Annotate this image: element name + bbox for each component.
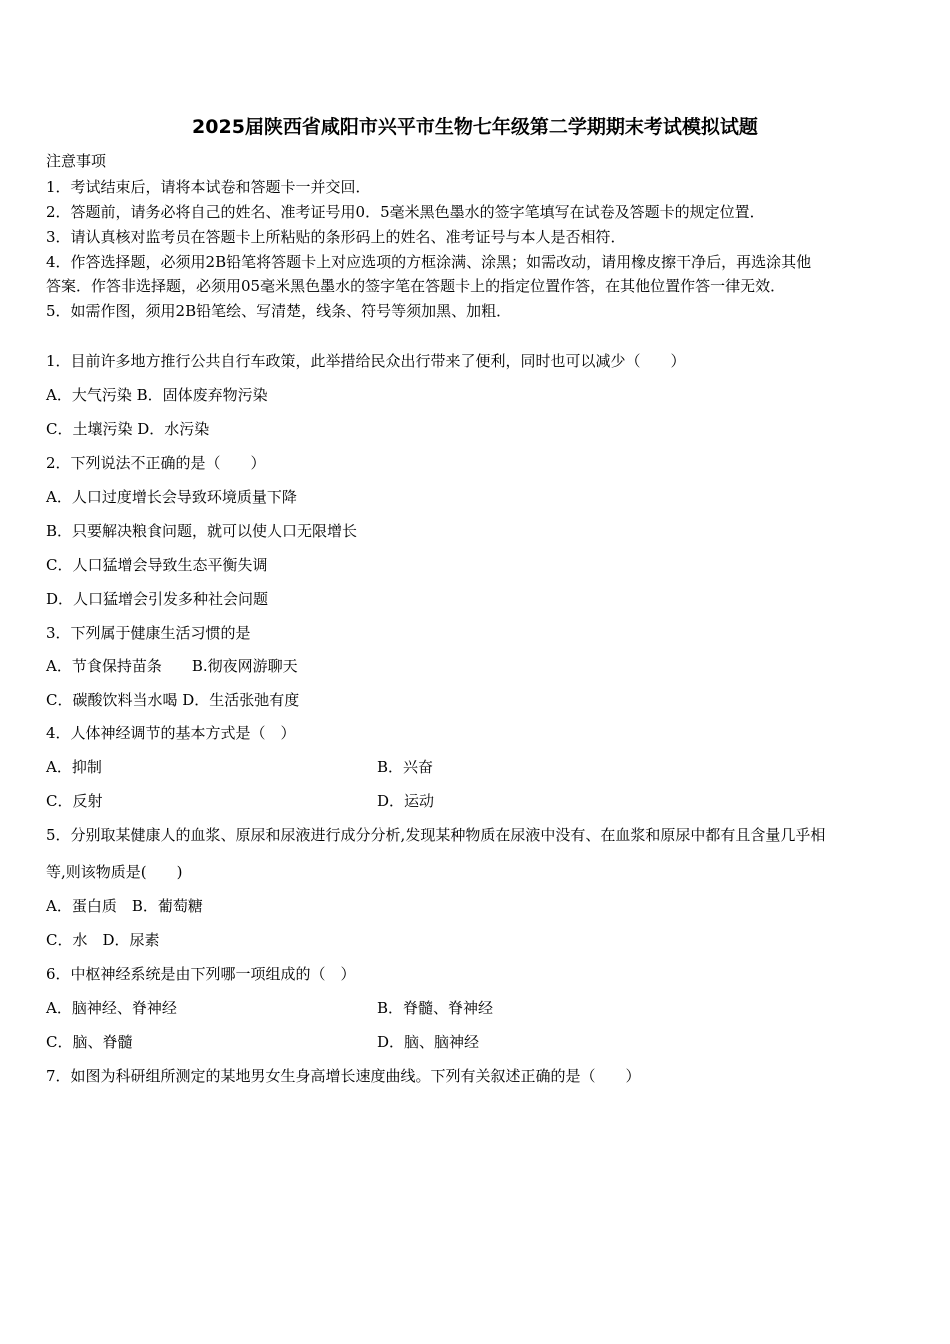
note-item: 5．如需作图，须用2B铅笔绘、写清楚，线条、符号等须加黑、加粗． — [46, 302, 512, 320]
option-d: D．运动 — [377, 792, 435, 810]
option-line: C．土壤污染 D．水污染 — [46, 420, 210, 438]
option-a: A．人口过度增长会导致环境质量下降 — [46, 488, 297, 506]
option-line: C．水 D．尿素 — [46, 931, 160, 949]
option-b: B．只要解决粮食问题，就可以使人口无限增长 — [46, 522, 358, 540]
question-stem: 2．下列说法不正确的是（ ） — [46, 454, 266, 472]
note-item: 答案．作答非选择题，必须用05毫米黑色墨水的签字笔在答题卡上的指定位置作答，在其他位置作答一律无效． — [46, 277, 786, 295]
note-item: 3．请认真核对监考员在答题卡上所粘贴的条形码上的姓名、准考证号与本人是否相符． — [46, 228, 626, 246]
option-d: D．人口猛增会引发多种社会问题 — [46, 590, 269, 608]
question-stem: 6．中枢神经系统是由下列哪一项组成的（ ） — [46, 965, 356, 983]
option-d: D．脑、脑神经 — [377, 1033, 480, 1051]
option-a: A．抑制 — [46, 758, 102, 776]
option-line: A．节食保持苗条 B.彻夜网游聊天 — [46, 657, 298, 675]
option-line: C．碳酸饮料当水喝 D．生活张弛有度 — [46, 691, 300, 709]
question-stem: 4．人体神经调节的基本方式是（ ） — [46, 724, 296, 742]
note-item: 2．答题前，请务必将自己的姓名、准考证号用0．5毫米黑色墨水的签字笔填写在试卷及答题卡的规定位置． — [46, 203, 765, 221]
question-stem-continued: 等,则该物质是( ) — [46, 863, 183, 881]
question-stem: 5．分别取某健康人的血浆、原尿和尿液进行成分分析,发现某种物质在尿液中没有、在血浆和原尿中都有且含量几乎相 — [46, 826, 826, 844]
exam-title: 2025届陕西省咸阳市兴平市生物七年级第二学期期末考试模拟试题 — [192, 116, 758, 138]
option-c: C．人口猛增会导致生态平衡失调 — [46, 556, 268, 574]
question-stem: 1．目前许多地方推行公共自行车政策，此举措给民众出行带来了便利，同时也可以减少（ ） — [46, 352, 686, 370]
option-b: B．兴奋 — [377, 758, 434, 776]
option-line: A．蛋白质 B．葡萄糖 — [46, 897, 203, 915]
note-item: 4．作答选择题，必须用2B铅笔将答题卡上对应选项的方框涂满、涂黑；如需改动，请用橡皮擦干净后，再选涂其他 — [46, 253, 812, 271]
option-a: A．脑神经、脊神经 — [46, 999, 177, 1017]
notes-heading: 注意事项 — [46, 152, 107, 170]
option-b: B．脊髓、脊神经 — [377, 999, 494, 1017]
option-c: C．脑、脊髓 — [46, 1033, 133, 1051]
option-c: C．反射 — [46, 792, 103, 810]
option-line: A．大气污染 B．固体废弃物污染 — [46, 386, 268, 404]
question-stem: 7．如图为科研组所测定的某地男女生身高增长速度曲线。下列有关叙述正确的是（ ） — [46, 1067, 641, 1085]
note-item: 1．考试结束后，请将本试卷和答题卡一并交回． — [46, 178, 371, 196]
question-stem: 3．下列属于健康生活习惯的是 — [46, 624, 251, 642]
